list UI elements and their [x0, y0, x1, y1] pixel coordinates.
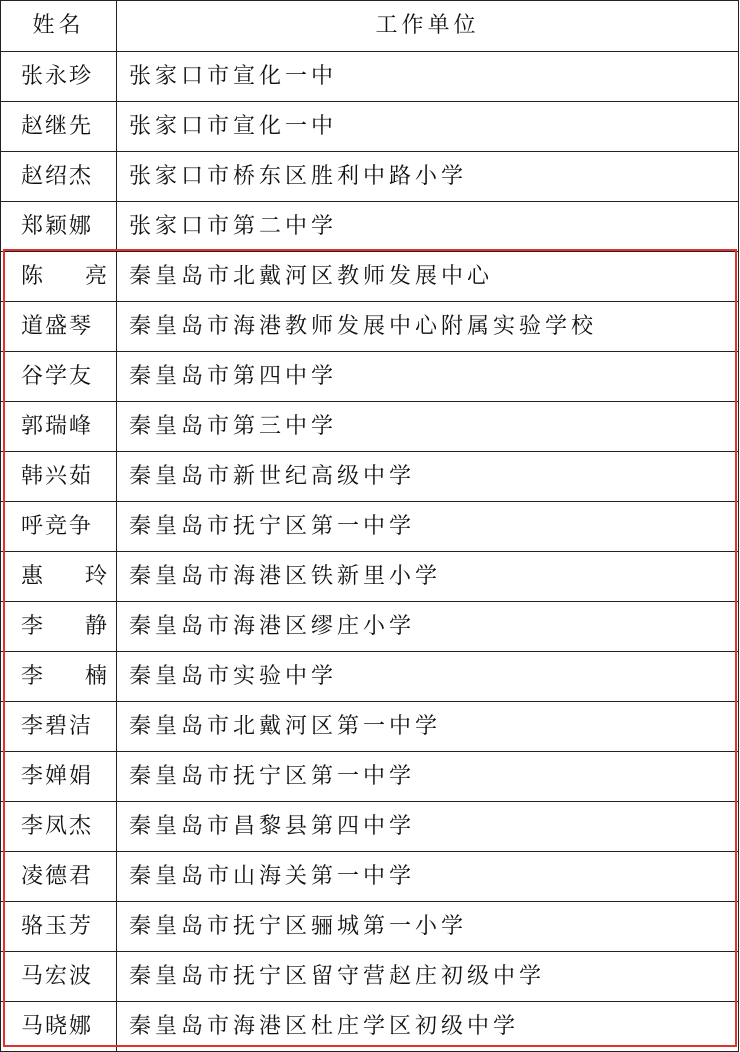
- table-row: [1, 602, 739, 652]
- table-row: [1, 202, 739, 252]
- cell-name: 李碧洁: [1, 702, 117, 752]
- cell-unit: 张家口市宣化一中: [117, 102, 739, 152]
- table-row: [1, 852, 739, 902]
- table-row: [1, 102, 739, 152]
- table-row: [1, 752, 739, 802]
- cell-name: 骆玉芳: [1, 902, 117, 952]
- cell-unit: 秦皇岛市海港区缪庄小学: [117, 602, 739, 652]
- cell-unit: 秦皇岛市北戴河区教师发展中心: [117, 252, 739, 302]
- cell-name: 张永珍: [1, 52, 117, 102]
- cell-name: 谷学友: [1, 352, 117, 402]
- cell-unit: 秦皇岛市新世纪高级中学: [117, 452, 739, 502]
- header-unit: 工作单位: [117, 1, 739, 52]
- cell-name: 凌德君: [1, 852, 117, 902]
- table-row: [1, 702, 739, 752]
- cell-unit: 秦皇岛市山海关第一中学: [117, 852, 739, 902]
- header-name: 姓名: [1, 1, 117, 52]
- cell-unit: 秦皇岛市海港教师发展中心附属实验学校: [117, 302, 739, 352]
- cell-name: 李 楠: [1, 652, 117, 702]
- cell-unit: 秦皇岛市昌黎县第四中学: [117, 802, 739, 852]
- table-row: [1, 52, 739, 102]
- cell-unit: 张家口市宣化一中: [117, 52, 739, 102]
- table-row: [1, 902, 739, 952]
- cell-name: 陈 亮: [1, 252, 117, 302]
- cell-name: 道盛琴: [1, 302, 117, 352]
- table-row: [1, 1002, 739, 1052]
- cell-name: 李 静: [1, 602, 117, 652]
- table-row: [1, 652, 739, 702]
- cell-name: 马宏波: [1, 952, 117, 1002]
- table-row: [1, 302, 739, 352]
- table-row: [1, 452, 739, 502]
- table-row: [1, 552, 739, 602]
- cell-unit: 秦皇岛市海港区杜庄学区初级中学: [117, 1002, 739, 1052]
- table-body: [1, 52, 739, 1052]
- cell-name: 李婵娟: [1, 752, 117, 802]
- cell-unit: 秦皇岛市北戴河区第一中学: [117, 702, 739, 752]
- cell-unit: 秦皇岛市实验中学: [117, 652, 739, 702]
- cell-name: 呼竞争: [1, 502, 117, 552]
- table-header-row: [1, 1, 739, 52]
- cell-unit: 秦皇岛市抚宁区骊城第一小学: [117, 902, 739, 952]
- table-row: [1, 252, 739, 302]
- table-row: [1, 402, 739, 452]
- cell-name: 郑颖娜: [1, 202, 117, 252]
- cell-unit: 张家口市第二中学: [117, 202, 739, 252]
- cell-unit: 秦皇岛市第四中学: [117, 352, 739, 402]
- cell-name: 李凤杰: [1, 802, 117, 852]
- cell-name: 郭瑞峰: [1, 402, 117, 452]
- cell-unit: 秦皇岛市海港区铁新里小学: [117, 552, 739, 602]
- table-row: [1, 352, 739, 402]
- cell-unit: 秦皇岛市抚宁区第一中学: [117, 752, 739, 802]
- cell-unit: 秦皇岛市抚宁区留守营赵庄初级中学: [117, 952, 739, 1002]
- cell-unit: 张家口市桥东区胜利中路小学: [117, 152, 739, 202]
- table-row: [1, 802, 739, 852]
- cell-name: 韩兴茹: [1, 452, 117, 502]
- table-row: [1, 952, 739, 1002]
- table-row: [1, 152, 739, 202]
- cell-name: 赵继先: [1, 102, 117, 152]
- cell-name: 赵绍杰: [1, 152, 117, 202]
- table-row: [1, 502, 739, 552]
- cell-name: 惠 玲: [1, 552, 117, 602]
- cell-name: 马晓娜: [1, 1002, 117, 1052]
- cell-unit: 秦皇岛市抚宁区第一中学: [117, 502, 739, 552]
- cell-unit: 秦皇岛市第三中学: [117, 402, 739, 452]
